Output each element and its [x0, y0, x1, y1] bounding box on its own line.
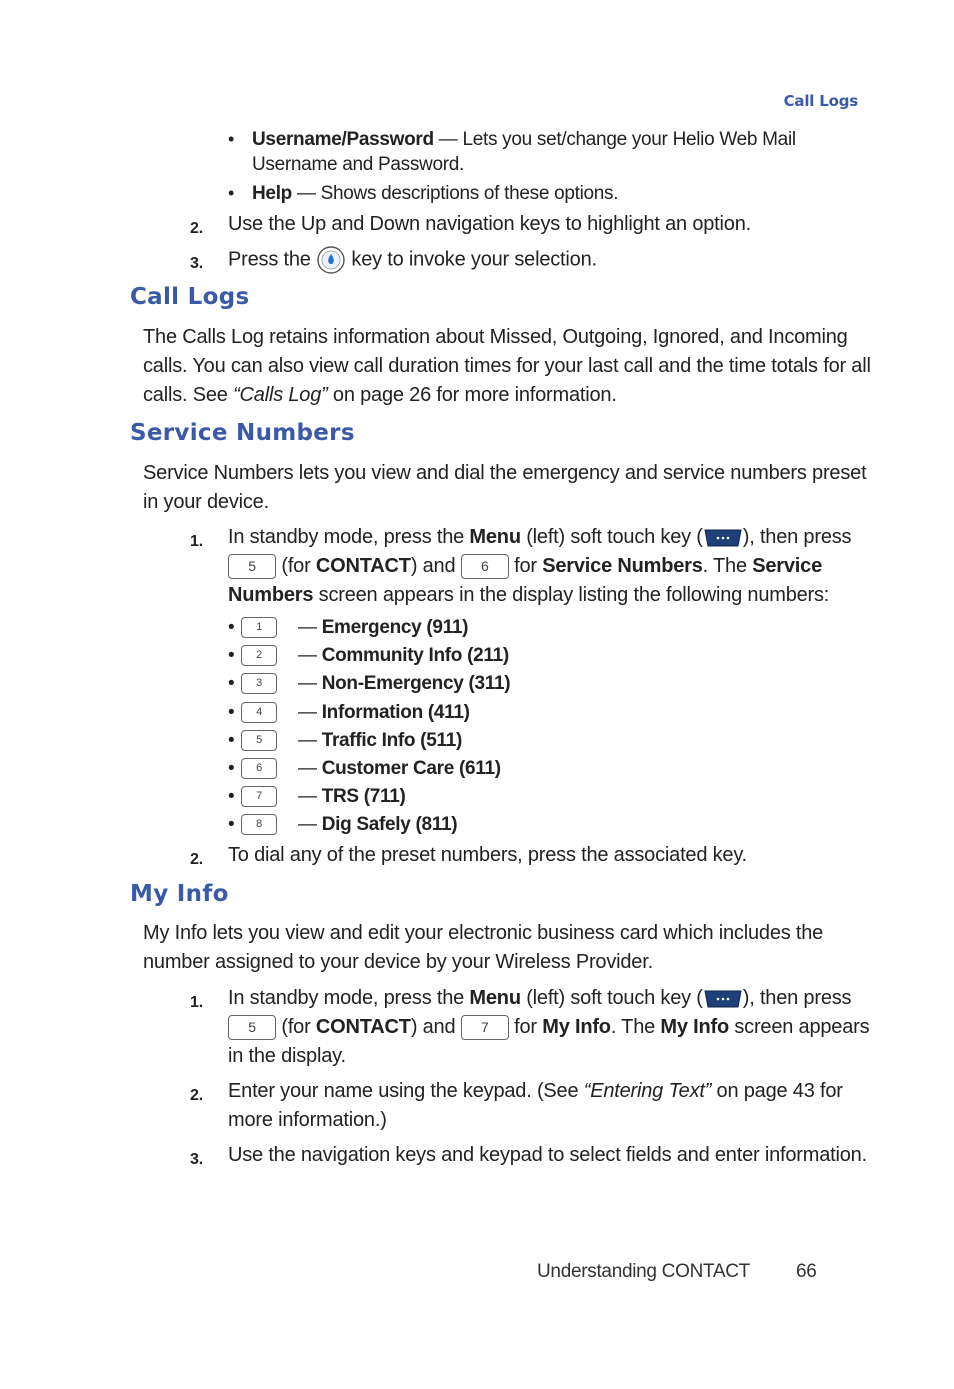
bullet-dot: • [228, 758, 235, 779]
target-term: My Info [542, 1016, 611, 1038]
paragraph: Service Numbers lets you view and dial the emergency and service numbers preset in your device. [143, 462, 867, 513]
step-text: screen appears in the display listing the following numbers: [313, 584, 830, 606]
dash: — [298, 814, 322, 835]
service-number-label: Customer Care (611) [321, 758, 501, 779]
key-6-icon: 6 [461, 554, 509, 579]
ok-key-icon [316, 245, 346, 275]
step-number: 2. [190, 220, 203, 237]
bullet-dot: • [228, 730, 235, 751]
step-text: In standby mode, press the [228, 526, 470, 548]
description: — Lets you set/change your Helio Web Mail Username and Password. [252, 129, 796, 175]
step [190, 1077, 870, 1135]
step [190, 841, 870, 870]
paragraph-text: The Calls Log retains information about Missed, Outgoing, Ignored, and Incoming calls. You can also view call duration times for your last call and the time totals for all calls. See [143, 326, 871, 406]
bullet-dot: • [228, 673, 235, 694]
key-8-icon: 8 [241, 814, 277, 835]
bullet-dot: • [228, 702, 235, 723]
step [190, 523, 870, 610]
step-text: To dial any of the preset numbers, press the associated key. [228, 844, 748, 866]
key-4-icon: 4 [241, 702, 277, 723]
bullet-dot: • [228, 129, 235, 149]
service-number-label: Information (411) [321, 702, 470, 723]
step-number: 2. [190, 1087, 203, 1104]
key-5-icon: 5 [228, 1015, 276, 1040]
bullet-dot: • [228, 786, 235, 807]
step [190, 210, 870, 239]
key-1-icon: 1 [241, 617, 277, 638]
bullet-dot: • [228, 645, 235, 666]
key-2-icon: 2 [241, 645, 277, 666]
running-header: Call Logs [783, 92, 858, 110]
cross-reference: “Calls Log” [233, 384, 328, 406]
step-text: (for [281, 555, 316, 577]
key-7-icon: 7 [241, 786, 277, 807]
list-item [228, 181, 868, 206]
list-item [228, 127, 868, 177]
dash: — [298, 702, 322, 723]
step-text: ) and [410, 555, 461, 577]
step-text: for [508, 1016, 543, 1038]
key-5-icon: 5 [228, 554, 276, 579]
step-number: 1. [190, 994, 203, 1011]
section-heading: My Info [130, 881, 229, 907]
step-text: Use the Up and Down navigation keys to highlight an option. [228, 213, 751, 235]
page-number: 66 [795, 1261, 817, 1282]
target-term: Service Numbers [228, 555, 823, 606]
paragraph: My Info lets you view and edit your electronic business card which includes the number assigned to your device by your Wireless Provider. [143, 922, 824, 973]
key-3-icon: 3 [241, 673, 277, 694]
step-text: for [508, 555, 543, 577]
dash: — [298, 645, 322, 666]
step-text: on page 43 for more information.) [228, 1080, 843, 1131]
key-7-icon: 7 [461, 1015, 509, 1040]
service-number-label: Dig Safely (811) [321, 814, 458, 835]
step-text: Use the navigation keys and keypad to select fields and enter information. [228, 1144, 867, 1166]
paragraph [143, 323, 873, 410]
step-text: (for [281, 1016, 316, 1038]
dash: — [298, 786, 322, 807]
service-number-label: Emergency (911) [321, 617, 469, 638]
service-number-label: Community Info (211) [321, 645, 509, 666]
service-number-label: Non-Emergency (311) [321, 673, 511, 694]
dash: — [298, 617, 322, 638]
section-heading: Service Numbers [130, 420, 355, 446]
contact-term: CONTACT [315, 1016, 411, 1038]
bullet-dot: • [228, 814, 235, 835]
step-text: In standby mode, press the [228, 987, 470, 1009]
key-5-icon: 5 [241, 730, 277, 751]
menu-term: Menu [469, 526, 521, 548]
step-number: 3. [190, 1151, 203, 1168]
description: — Shows descriptions of these options. [291, 183, 619, 204]
step-text: Enter your name using the keypad. (See [228, 1080, 584, 1102]
term: Username/Password [252, 129, 434, 150]
key-6-icon: 6 [241, 758, 277, 779]
service-number-label: Traffic Info (511) [321, 730, 462, 751]
section-heading: Call Logs [130, 284, 250, 310]
service-number-label: TRS (711) [321, 786, 406, 807]
menu-term: Menu [469, 987, 521, 1009]
step-text: ) and [410, 1016, 461, 1038]
step-number: 2. [190, 851, 203, 868]
step-text: key to invoke your selection. [351, 248, 597, 271]
cross-reference: “Entering Text” [583, 1080, 712, 1102]
bullet-dot: • [228, 617, 235, 638]
step-text: . The [610, 1016, 661, 1038]
page-footer [537, 1261, 817, 1283]
dash: — [298, 673, 322, 694]
footer-section: Understanding CONTACT [537, 1261, 750, 1282]
step-number: 1. [190, 533, 203, 550]
soft-key-icon [703, 988, 743, 1010]
step [190, 984, 870, 1071]
step-text: (left) soft touch key ( [520, 526, 703, 548]
bullet-dot: • [228, 183, 235, 203]
step-text: Press the [228, 248, 317, 271]
target-term: My Info [660, 1016, 729, 1038]
step-text: . The [702, 555, 753, 577]
step [190, 1141, 870, 1170]
dash: — [298, 758, 322, 779]
step-number: 3. [190, 255, 203, 272]
step-text: (left) soft touch key ( [520, 987, 703, 1009]
step-text: screen appears in the display. [228, 1016, 870, 1067]
paragraph-text: on page 26 for more information. [327, 384, 617, 406]
dash: — [298, 730, 322, 751]
soft-key-icon [703, 527, 743, 549]
step [190, 245, 870, 275]
term: Help [252, 183, 292, 204]
step-text: ), then press [742, 987, 852, 1009]
contact-term: CONTACT [315, 555, 411, 577]
step-text: ), then press [742, 526, 852, 548]
target-term: Service Numbers [542, 555, 703, 577]
